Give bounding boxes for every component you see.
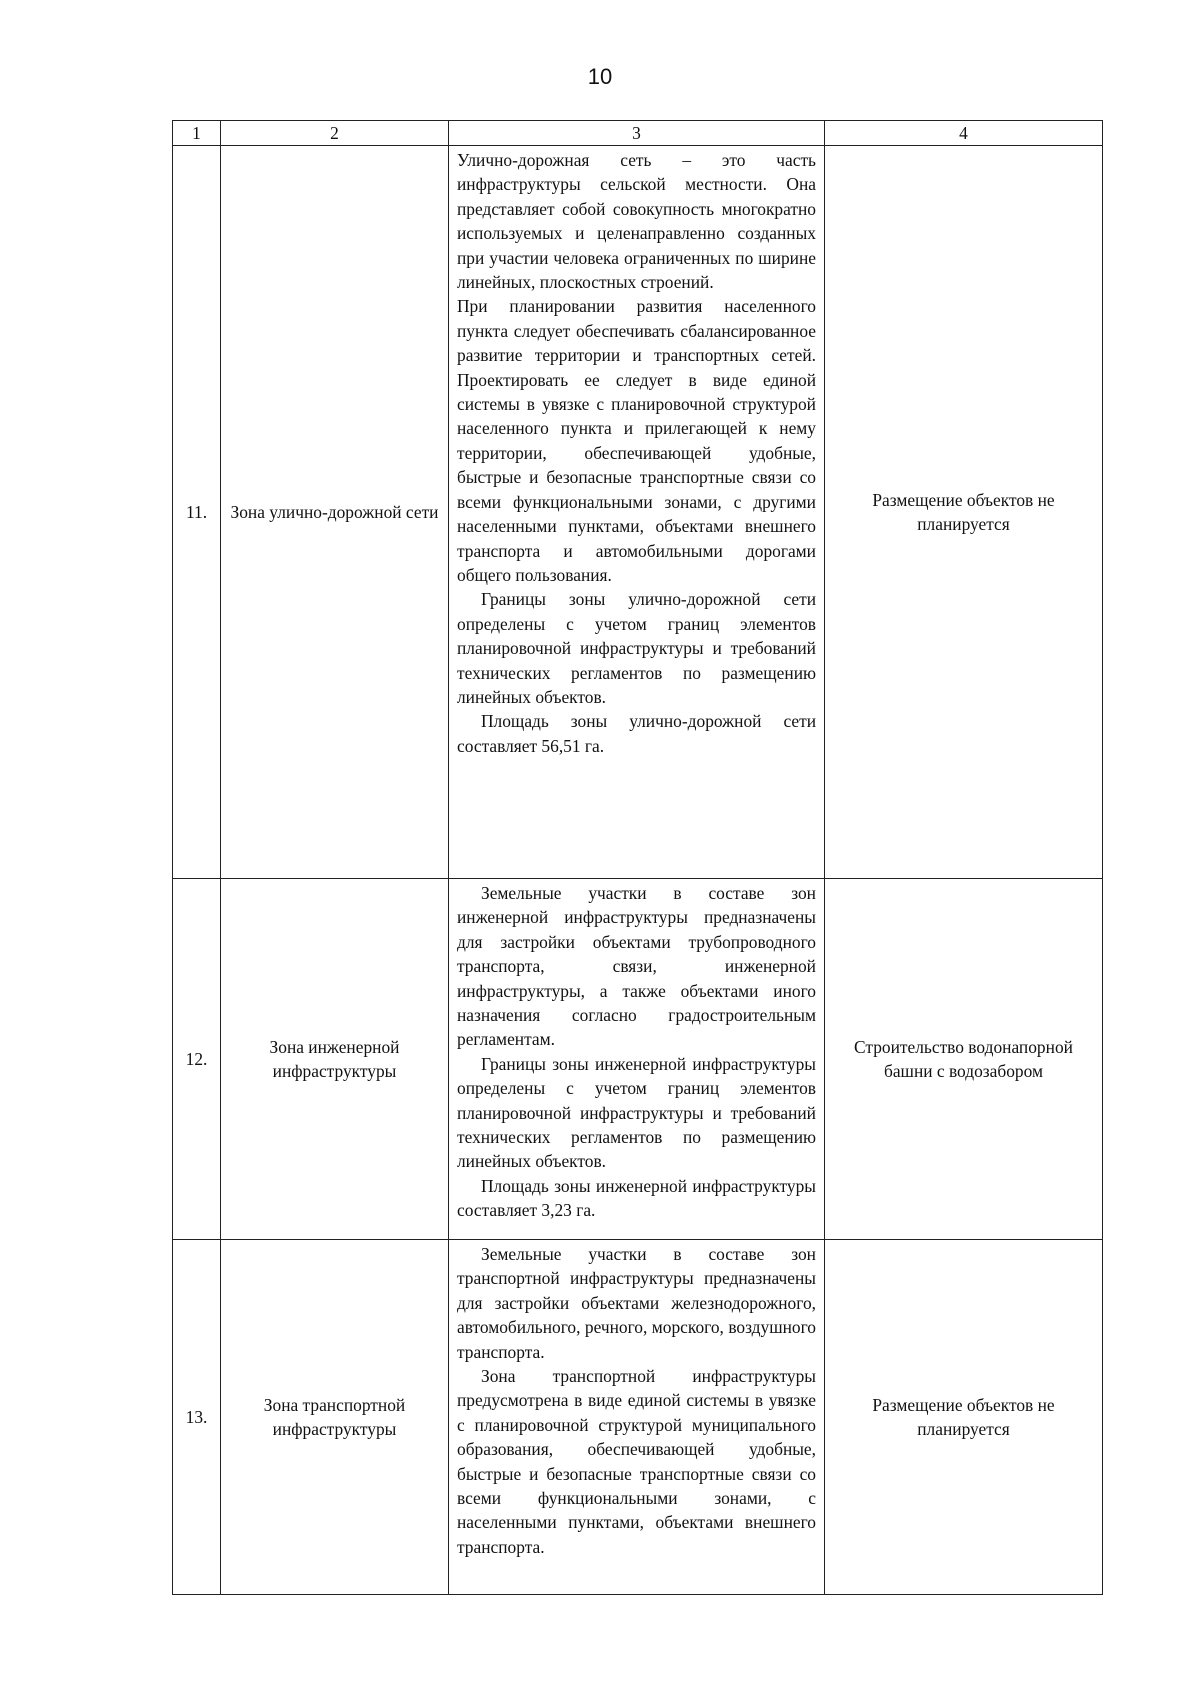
description-paragraph: Площадь зоны инженерной инфраструктуры составляет 3,23 га. [457,1175,816,1221]
row-number: 13. [173,1240,221,1595]
column-header: 3 [449,121,825,146]
table-row [173,879,1103,1240]
planned-objects: Строительство водонапорной башни с водозабором [825,879,1103,1240]
zones-table [172,120,1103,1595]
zone-name: Зона инженерной инфраструктуры [221,879,449,1240]
zone-name: Зона улично-дорожной сети [221,146,449,879]
column-header: 1 [173,121,221,146]
zone-description [449,1240,825,1595]
page-number: 10 [587,64,613,89]
zone-description [449,879,825,1240]
description-paragraph: Улично-дорожная сеть – это часть инфраструктуры сельской местности. Она представляет собой совокупность многократно используемых и целенаправленно созданных при участии человека ограниченных по ширине линейных, плоскостных строений. [457,150,816,293]
zone-description [449,146,825,879]
table-row [173,146,1103,879]
description-paragraph: Площадь зоны улично-дорожной сети составляет 56,51 га. [457,711,816,756]
table-row [173,1240,1103,1595]
row-number: 12. [173,879,221,1240]
description-paragraph: Зона транспортной инфраструктуры предусмотрена в виде единой системы в увязке с планировочной структурой муниципального образования, обеспечивающей удобные, быстрые и безопасные транспортные связи со всеми функциональными зонами, с населенными пунктами, объектами внешнего транспорта. [457,1366,816,1557]
description-paragraph: Границы зоны улично-дорожной сети определены с учетом границ элементов планировочной инфраструктуры и требований технических регламентов по размещению линейных объектов. [457,589,816,707]
column-header: 2 [221,121,449,146]
description-paragraph: Границы зоны инженерной инфраструктуры определены с учетом границ элементов планировочной инфраструктуры и требований технических регламентов по размещению линейных объектов. [457,1053,816,1172]
description-paragraph: Земельные участки в составе зон транспортной инфраструктуры предназначены для застройки объектами железнодорожного, автомобильного, речного, морского, воздушного транспорта. [457,1244,816,1362]
zone-name: Зона транспортной инфраструктуры [221,1240,449,1595]
row-number: 11. [173,146,221,879]
description-paragraph: Земельные участки в составе зон инженерной инфраструктуры предназначены для застройки объектами трубопроводного транспорта, связи, инженерной инфраструктуры, а также объектами иного назначения согласно градостроительным регламентам. [457,883,816,1050]
description-paragraph: При планировании развития населенного пункта следует обеспечивать сбалансированное развитие территории и транспортных сетей. Проектировать ее следует в виде единой системы в увязке с планировочной структурой населенного пункта и прилегающей к нему территории, обеспечивающей удобные, быстрые и безопасные транспортные связи со всеми функциональными зонами, с другими населенными пунктами, объектами внешнего транспорта и автомобильными дорогами общего пользования. [457,296,816,585]
table-header-row [173,121,1103,146]
column-header: 4 [825,121,1103,146]
planned-objects: Размещение объектов не планируется [825,146,1103,879]
planned-objects: Размещение объектов не планируется [825,1240,1103,1595]
